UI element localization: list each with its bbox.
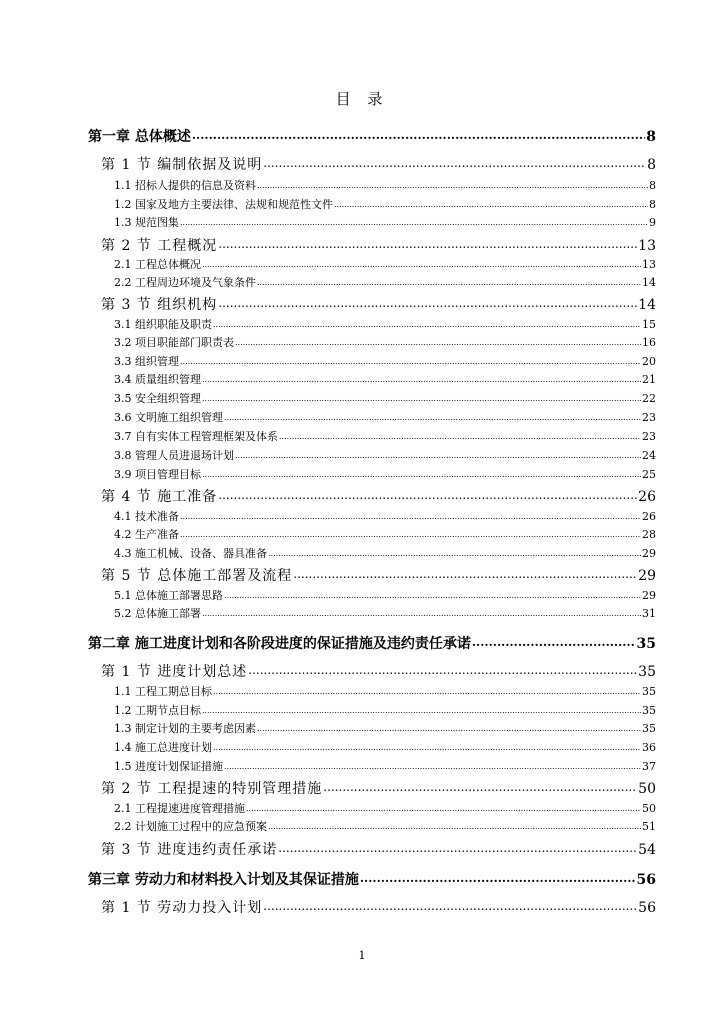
toc-entry-page: 22 [642, 392, 656, 405]
toc-entry-section[interactable] [101, 782, 656, 796]
toc-entry-chapter[interactable] [88, 637, 656, 651]
toc-dot-leader [334, 201, 648, 209]
toc-entry-page: 26 [642, 510, 656, 523]
toc-dot-leader [248, 664, 637, 676]
toc-entry-page: 23 [642, 430, 656, 443]
toc-dot-leader [218, 297, 637, 309]
toc-entry-label: 第 3 节 进度违约责任承诺 [101, 842, 278, 858]
toc-entry-sub[interactable] [114, 686, 656, 697]
toc-entry-page: 35 [638, 664, 656, 680]
toc-dot-leader [218, 489, 637, 501]
toc-dot-leader [224, 414, 641, 422]
toc-entry-page: 8 [649, 179, 656, 192]
toc-entry-label: 4.3 施工机械、设备、器具准备 [114, 547, 267, 560]
toc-dot-leader [224, 763, 641, 771]
toc-entry-sub[interactable] [114, 511, 656, 522]
toc-dot-leader [278, 842, 637, 854]
toc-entry-section[interactable] [101, 239, 656, 253]
toc-entry-page: 15 [642, 318, 656, 331]
toc-entry-label: 1.2 国家及地方主要法律、法规和规范性文件 [114, 198, 333, 211]
toc-entry-sub[interactable] [114, 548, 656, 559]
toc-dot-leader [235, 339, 641, 347]
toc-dot-leader [213, 688, 641, 696]
toc-entry-label: 1.5 进度计划保证措施 [114, 760, 223, 773]
toc-entry-label: 1.1 工程工期总目标 [114, 685, 212, 698]
toc-entry-page: 28 [642, 528, 656, 541]
toc-dot-leader [263, 900, 637, 912]
toc-entry-sub[interactable] [114, 450, 656, 461]
toc-dot-leader [202, 610, 641, 618]
toc-dot-leader [360, 872, 636, 884]
toc-dot-leader [202, 707, 641, 715]
toc-entry-page: 37 [642, 760, 656, 773]
toc-entry-sub[interactable] [114, 590, 656, 601]
toc-dot-leader [235, 452, 641, 460]
toc-dot-leader [257, 725, 641, 733]
toc-entry-label: 3.6 文明施工组织管理 [114, 411, 223, 424]
toc-entry-page: 24 [642, 449, 656, 462]
toc-entry-sub[interactable] [114, 217, 656, 228]
toc-entry-label: 3.7 自有实体工程管理框架及体系 [114, 430, 278, 443]
toc-entry-sub[interactable] [114, 761, 656, 772]
toc-dot-leader [218, 238, 637, 250]
toc-entry-label: 1.1 招标人提供的信息及资料 [114, 179, 256, 192]
toc-entry-label: 2.1 工程总体概况 [114, 258, 201, 271]
toc-entry-page: 13 [638, 238, 656, 254]
toc-entry-sub[interactable] [114, 469, 656, 480]
toc-entry-page: 9 [649, 216, 656, 229]
toc-entry-sub[interactable] [114, 803, 656, 814]
toc-entry-label: 第 2 节 工程提速的特别管理措施 [101, 781, 323, 797]
toc-dot-leader [192, 129, 645, 141]
toc-entry-sub[interactable] [114, 277, 656, 288]
toc-entry-page: 20 [642, 355, 656, 368]
toc-entry-label: 3.9 项目管理目标 [114, 468, 201, 481]
toc-entry-page: 29 [642, 547, 656, 560]
toc-entry-page: 56 [638, 900, 656, 916]
toc-dot-leader [180, 531, 641, 539]
toc-entry-label: 4.1 技术准备 [114, 510, 179, 523]
toc-entry-page: 56 [636, 872, 656, 888]
toc-entry-label: 3.5 安全组织管理 [114, 392, 201, 405]
toc-dot-leader [472, 636, 636, 648]
toc-entry-chapter[interactable] [88, 873, 656, 887]
toc-dot-leader [323, 781, 637, 793]
toc-dot-leader [263, 157, 646, 169]
toc-entry-page: 25 [642, 468, 656, 481]
toc-entry-page: 35 [636, 636, 656, 652]
toc-entry-page: 13 [642, 258, 656, 271]
toc-dot-leader [268, 550, 641, 558]
toc-entry-label: 3.3 组织管理 [114, 355, 179, 368]
toc-entry-label: 第 2 节 工程概况 [101, 238, 218, 254]
toc-entry-page: 8 [647, 157, 656, 173]
toc-entry-section[interactable] [101, 158, 656, 172]
toc-entry-label: 1.4 施工总进度计划 [114, 741, 212, 754]
toc-entry-sub[interactable] [114, 723, 656, 734]
toc-dot-leader [202, 471, 641, 479]
toc-entry-section[interactable] [101, 569, 656, 583]
toc-dot-leader [213, 321, 641, 329]
toc-entry-label: 2.1 工程提速进度管理措施 [114, 802, 245, 815]
toc-entry-label: 第二章 施工进度计划和各阶段进度的保证措施及违约责任承诺 [88, 636, 471, 652]
toc-entry-sub[interactable] [114, 259, 656, 270]
toc-entry-page: 29 [638, 568, 656, 584]
toc-entry-label: 第 3 节 组织机构 [101, 297, 218, 313]
toc-entry-page: 8 [646, 129, 656, 145]
page-title: 目 录 [335, 90, 389, 108]
toc-dot-leader [257, 279, 641, 287]
toc-entry-page: 16 [642, 336, 656, 349]
toc-entry-sub[interactable] [114, 393, 656, 404]
toc-entry-label: 第 1 节 劳动力投入计划 [101, 900, 263, 916]
toc-entry-label: 第 1 节 编制依据及说明 [101, 157, 263, 173]
toc-dot-leader [224, 592, 641, 600]
toc-dot-leader [213, 744, 641, 752]
toc-entry-page: 54 [638, 842, 656, 858]
toc-entry-sub[interactable] [114, 374, 656, 385]
toc-entry-label: 第一章 总体概述 [88, 129, 191, 145]
toc-entry-sub[interactable] [114, 199, 656, 210]
toc-entry-label: 第三章 劳动力和材料投入计划及其保证措施 [88, 872, 359, 888]
toc-entry-label: 3.8 管理人员进退场计划 [114, 449, 234, 462]
toc-entry-page: 8 [649, 198, 656, 211]
toc-entry-page: 35 [642, 685, 656, 698]
toc-entry-page: 51 [642, 820, 656, 833]
toc-entry-label: 1.3 规范图集 [114, 216, 179, 229]
toc-entry-sub[interactable] [114, 608, 656, 619]
toc-dot-leader [180, 358, 641, 366]
toc-entry-section[interactable] [101, 843, 656, 857]
toc-dot-leader [202, 376, 641, 384]
toc-entry-label: 5.1 总体施工部署思路 [114, 589, 223, 602]
toc-entry-page: 23 [642, 411, 656, 424]
toc-entry-page: 35 [642, 722, 656, 735]
toc-dot-leader [180, 219, 648, 227]
toc-entry-label: 第 4 节 施工准备 [101, 489, 218, 505]
toc-entry-label: 4.2 生产准备 [114, 528, 179, 541]
toc-entry-page: 50 [642, 802, 656, 815]
toc-entry-page: 50 [638, 781, 656, 797]
toc-entry-sub[interactable] [114, 356, 656, 367]
toc-entry-section[interactable] [101, 298, 656, 312]
toc-entry-chapter[interactable] [88, 130, 656, 144]
toc-entry-sub[interactable] [114, 742, 656, 753]
toc-entry-sub[interactable] [114, 705, 656, 716]
toc-dot-leader [202, 395, 641, 403]
toc-entry-page: 31 [642, 607, 656, 620]
toc-entry-sub[interactable] [114, 337, 656, 348]
toc-dot-leader [257, 182, 648, 190]
toc-entry-section[interactable] [101, 901, 656, 915]
toc-entry-page: 35 [642, 704, 656, 717]
toc-entry-section[interactable] [101, 665, 656, 679]
toc-entry-label: 第 5 节 总体施工部署及流程 [101, 568, 293, 584]
toc-entry-sub[interactable] [114, 319, 656, 330]
toc-entry-page: 14 [638, 297, 656, 313]
toc-entry-sub[interactable] [114, 529, 656, 540]
toc-dot-leader [202, 261, 641, 269]
toc-entry-label: 5.2 总体施工部署 [114, 607, 201, 620]
toc-dot-leader [268, 823, 641, 831]
toc-dot-leader [293, 568, 637, 580]
page-number: 1 [358, 949, 366, 962]
toc-entry-section[interactable] [101, 490, 656, 504]
toc-dot-leader [279, 433, 641, 441]
toc-entry-sub[interactable] [114, 431, 656, 442]
toc-entry-page: 36 [642, 741, 656, 754]
toc-dot-leader [246, 805, 641, 813]
toc-entry-label: 1.2 工期节点目标 [114, 704, 201, 717]
toc-entry-page: 21 [642, 373, 656, 386]
toc-entry-label: 2.2 工程周边环境及气象条件 [114, 276, 256, 289]
toc-entry-label: 1.3 制定计划的主要考虑因素 [114, 722, 256, 735]
toc-entry-page: 14 [642, 276, 656, 289]
toc-entry-sub[interactable] [114, 412, 656, 423]
toc-entry-label: 3.4 质量组织管理 [114, 373, 201, 386]
toc-entry-page: 29 [642, 589, 656, 602]
toc-entry-page: 26 [638, 489, 656, 505]
toc-entry-label: 3.1 组织职能及职责 [114, 318, 212, 331]
toc-entry-sub[interactable] [114, 180, 656, 191]
toc-entry-label: 2.2 计划施工过程中的应急预案 [114, 820, 267, 833]
toc-dot-leader [180, 513, 641, 521]
toc-entry-label: 第 1 节 进度计划总述 [101, 664, 248, 680]
toc-entry-label: 3.2 项目职能部门职责表 [114, 336, 234, 349]
toc-entry-sub[interactable] [114, 821, 656, 832]
